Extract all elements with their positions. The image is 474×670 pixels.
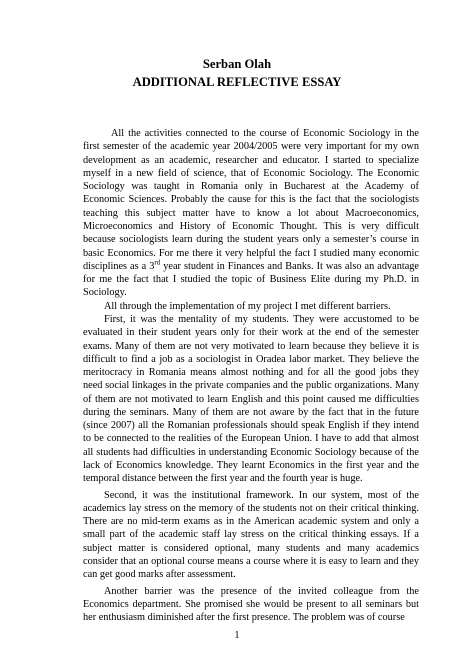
paragraph-5: Another barrier was the presence of the invited colleague from the Economics department. She promised she would be present to all seminars but her enthusiasm diminished after the first presence. The problem was of course [83,585,419,624]
paragraph-3: First, it was the mentality of my students. They were accustomed to be evaluated in their student years only for their work at the end of the semester exams. Many of them are not very motivated to learn because they believe it is difficult to find a job as a sociologist in Oradea labor market. They believe the meritocracy in Romania means almost nothing and for all the good jobs they need social linkages in the private companies and the public organizations. Many of them are not motivated to learn English and this point caused me difficulties during the seminars. Many of them are not aware by the fact that in the future (since 2007) all the Romanian professionals should speak English if they intend to be connected to the realities of the European Union. I have to add that almost all students had difficulties in understanding Economic Sociology because of the lack of Economics knowledge. They learnt Economics in the first year and the temporal distance between the first year and the fourth year is huge. [83,313,419,485]
page-number: 1 [234,630,240,641]
essay-body [83,127,419,624]
author-name: Serban Olah [202,57,272,71]
paragraph-2: All through the implementation of my project I met different barriers. [104,300,391,312]
paragraph-4: Second, it was the institutional framework. In our system, most of the academics lay stress on the memory of the students not on their critical thinking. There are no mid-term exams as in the American academic system and only a small part of the academic staff lay stress on the critical thinking essays. If a subject matter is considered optional, many students and many academics consider that an optional course means a course where it is easy to learn and they can get good marks after assessment. [83,489,419,581]
paragraph-1-text-a: All the activities connected to the course of Economic Sociology in the first semester of the academic year 2004/2005 were very important for my own development as an academic, researcher and educator. I started to specialize myself in a new field of science, that of Economic Sociology. The Economic Sociology was taught in Romania only in Bucharest at the Academy of Economic Sciences. Probably the cause for this is the fact that the sociologists teaching this subject matter have to know a lot about Macroeconomics, Microeconomics and History of Economic Thought. This is very difficult because sociologists learn during the student years only a semester’s course in basic Economics. For me there it very helpful the fact I studied many economic disciplines as a 3 [83,128,419,272]
paragraph-1-text-b: year student in Finances and Banks. It was also an advantage for me the fact that I studied the topic of Business Elite during my Ph.D. in Sociology. [83,260,420,299]
ordinal-superscript: rd [154,258,161,267]
paragraph-1 [83,127,419,300]
essay-title: ADDITIONAL REFLECTIVE ESSAY [132,75,342,89]
